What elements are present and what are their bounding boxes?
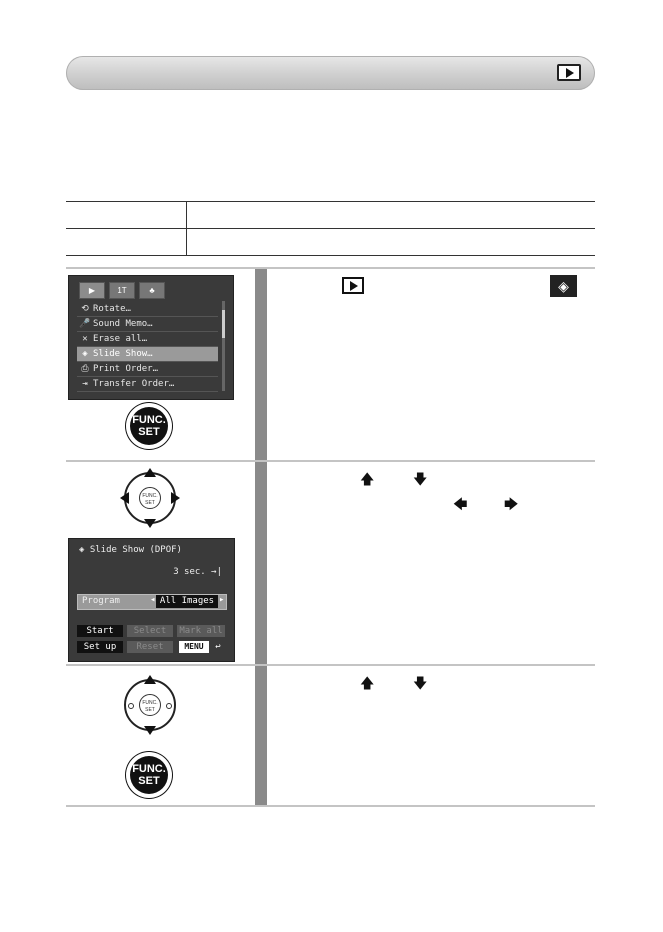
arrow-right-icon — [171, 492, 180, 504]
menu-item-erase-all: ✕ Erase all… — [77, 332, 218, 347]
menu-tab-my-camera: ♣ — [139, 282, 165, 299]
playback-menu-screen — [68, 275, 234, 400]
table-column-divider — [186, 201, 187, 255]
dial-func-set-button: FUNC. SET — [139, 487, 161, 509]
page-header-bar — [66, 56, 595, 90]
back-icon: ↩ — [215, 642, 221, 652]
arrow-down-icon — [144, 726, 156, 735]
arrow-up-icon — [144, 675, 156, 684]
program-label: Program — [82, 596, 120, 606]
step-3-band — [255, 666, 267, 805]
program-row — [77, 594, 227, 610]
program-value: All Images — [156, 595, 218, 608]
dial-func-set-button: FUNC. SET — [139, 694, 161, 716]
arrow-up-icon — [144, 468, 156, 477]
arrow-up-icon: 🡅 — [360, 471, 375, 487]
step-divider-1 — [66, 460, 595, 462]
table-top-rule — [66, 201, 595, 202]
menu-tab-setup: 1T — [109, 282, 135, 299]
arrow-left-icon: 🡄 — [453, 496, 468, 512]
menu-scrollbar-thumb — [222, 310, 225, 338]
menu-key-badge: MENU — [179, 641, 209, 653]
arrow-down-icon: 🡇 — [413, 471, 428, 487]
arrow-right-icon: 🡆 — [504, 496, 519, 512]
slide-show-icon: ◈ — [550, 275, 577, 297]
step-divider-2 — [66, 664, 595, 666]
dial-right-dot — [166, 703, 172, 709]
arrow-up-icon: 🡅 — [360, 675, 375, 691]
table-bottom-rule — [66, 255, 595, 256]
menu-item-transfer-order: ⇥ Transfer Order… — [77, 377, 218, 392]
arrow-left-icon — [120, 492, 129, 504]
mark-all-button: Mark all — [177, 625, 225, 637]
slide-show-title: ◈ Slide Show (DPOF) — [79, 545, 182, 555]
func-set-button: FUNC. SET — [130, 756, 168, 794]
arrow-down-icon — [144, 519, 156, 528]
step-1-band — [255, 269, 267, 460]
control-dial — [124, 679, 176, 731]
steps-bottom-rule — [66, 805, 595, 807]
set-up-button: Set up — [77, 641, 123, 653]
step-2-band — [255, 462, 267, 664]
arrow-down-icon: 🡇 — [413, 675, 428, 691]
play-mode-icon — [342, 277, 364, 294]
table-middle-rule — [66, 228, 595, 229]
reset-button: Reset — [127, 641, 173, 653]
control-dial — [124, 472, 176, 524]
menu-item-sound-memo: 🎤 Sound Memo… — [77, 317, 218, 332]
func-set-button: FUNC. SET — [130, 407, 168, 445]
chevron-right-icon: ▸ — [219, 595, 225, 605]
menu-item-print-order: ⎙ Print Order… — [77, 362, 218, 377]
slide-show-screen — [68, 538, 235, 662]
menu-tab-play: ▶ — [79, 282, 105, 299]
menu-item-rotate: ⟲ Rotate… — [77, 302, 218, 317]
dial-left-dot — [128, 703, 134, 709]
steps-top-rule — [66, 267, 595, 269]
interval-value: 3 sec. →| — [173, 567, 222, 577]
chevron-left-icon: ◂ — [150, 595, 156, 605]
start-button: Start — [77, 625, 123, 637]
select-button: Select — [127, 625, 173, 637]
play-mode-icon — [557, 64, 581, 81]
menu-item-slide-show: ◈ Slide Show… — [77, 347, 218, 362]
